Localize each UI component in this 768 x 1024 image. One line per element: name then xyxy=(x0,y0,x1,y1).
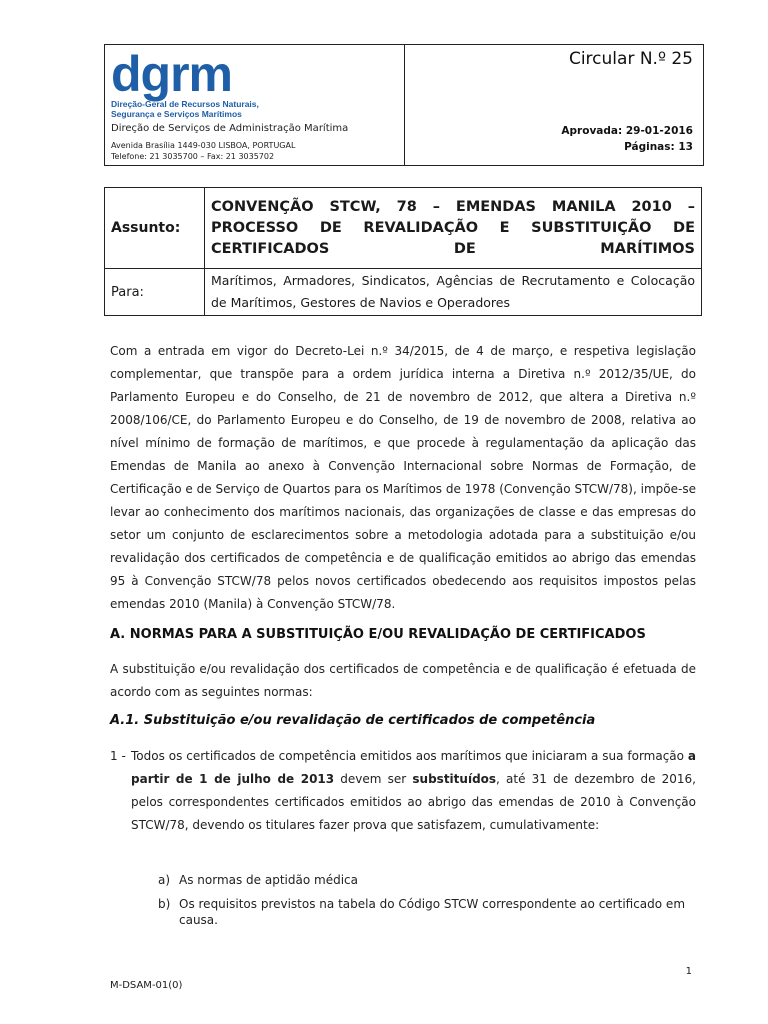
sub-item-letter: a) xyxy=(158,873,171,887)
logo-wordmark: dgrm xyxy=(111,46,232,102)
sub-item-text: As normas de aptidão médica xyxy=(179,873,358,887)
section-a1-heading: A.1. Substituição e/ou revalidação de certificados de competência xyxy=(110,713,596,728)
dgrm-logo xyxy=(111,46,401,119)
logo-subtitle-1: Direção-Geral de Recursos Naturais, xyxy=(111,99,259,109)
intro-paragraph: Com a entrada em vigor do Decreto-Lei n.º 34/2015, de 4 de março, e respetiva legislação complementar, que transpõe para a ordem jurídica interna a Diretiva n.º 2012/35/UE, do Parlamento Europeu e do Conselho, de 21 de novembro de 2012, que altera a Diretiva n.º 2008/106/CE, do Parlamento Europeu e do Conselho, de 19 de novembro de 2008, relativa ao nível mínimo de formação de marítimos, e que procede à regulamentação da aplicação das Emendas de Manila ao anexo à Convenção Internacional sobre Normas de Formação, de Certificação e de Serviço de Quartos para os Marítimos de 1978 (Convenção STCW/78), impõe-se levar ao conhecimento dos marítimos nacionais, das organizações de classe e das empresas do setor um conjunto de esclarecimentos sobre a metodologia adotada para a substituição e/ou revalidação dos certificados de competência e de qualificação emitidos ao abrigo das emendas 95 à Convenção STCW/78 pelos novos certificados obedecendo aos requisitos impostos pelas emendas 2010 (Manila) à Convenção STCW/78. xyxy=(110,344,696,611)
item-text-part: , até 31 de dezembro de 2016, pelos correspondentes certificados emitidos ao abrigo das emendas de 2010 à Convenção STCW/78, devendo os titulares fazer prova que satisfazem, cumulativamente: xyxy=(131,772,697,832)
subject-row xyxy=(105,188,702,269)
sub-item xyxy=(158,872,696,888)
item-number: 1 - xyxy=(110,749,126,763)
service-name: Direção de Serviços de Administração Marítima xyxy=(111,123,349,134)
sub-item xyxy=(158,896,696,928)
recipients-value: Marítimos, Armadores, Sindicatos, Agências de Recrutamento e Colocação de Marítimos, Gestores de Navios e Operadores xyxy=(205,269,702,316)
page-number: 1 xyxy=(685,966,692,977)
item-text xyxy=(131,745,696,837)
subject-label: Assunto: xyxy=(105,188,205,269)
section-a-heading: A. NORMAS PARA A SUBSTITUIÇÃO E/OU REVALIDAÇÃO DE CERTIFICADOS xyxy=(110,627,646,642)
item-text-part: Todos os certificados de competência emitidos aos marítimos que iniciaram a sua formação xyxy=(131,749,688,763)
recipients-label: Para: xyxy=(105,269,205,316)
item-text-part: devem ser xyxy=(334,772,413,786)
sub-item-letter: b) xyxy=(158,897,171,911)
section-a-paragraph: A substituição e/ou revalidação dos certificados de competência e de qualificação é efetuada de acordo com as seguintes normas: xyxy=(110,662,696,699)
address-block xyxy=(111,140,295,162)
document-header xyxy=(104,44,704,166)
approval-block xyxy=(561,123,693,155)
item-bold-date: a partir de 1 de julho de 2013 xyxy=(131,749,696,786)
item-bold-action: substituídos xyxy=(412,772,497,786)
subject-table xyxy=(104,187,702,316)
sub-item-text: Os requisitos previstos na tabela do Código STCW correspondente ao certificado em causa. xyxy=(179,897,686,927)
phone-line: Telefone: 21 3035700 – Fax: 21 3035702 xyxy=(111,152,275,161)
page-count: Páginas: 13 xyxy=(624,141,693,153)
form-code: M-DSAM-01(0) xyxy=(110,980,183,991)
recipients-row xyxy=(105,269,702,316)
approval-date: Aprovada: 29-01-2016 xyxy=(561,125,693,137)
list-item xyxy=(110,745,696,837)
subject-value: CONVENÇÃO STCW, 78 – EMENDAS MANILA 2010 – PROCESSO DE REVALIDAÇÃO E SUBSTITUIÇÃO DE CERTIFICADOS DE MARÍTIMOS xyxy=(205,188,702,269)
logo-subtitle-2: Segurança e Serviços Marítimos xyxy=(111,109,242,119)
header-divider xyxy=(404,45,405,165)
circular-number: Circular N.º 25 xyxy=(568,49,693,69)
address-line: Avenida Brasília 1449-030 LISBOA, PORTUGAL xyxy=(111,141,296,150)
